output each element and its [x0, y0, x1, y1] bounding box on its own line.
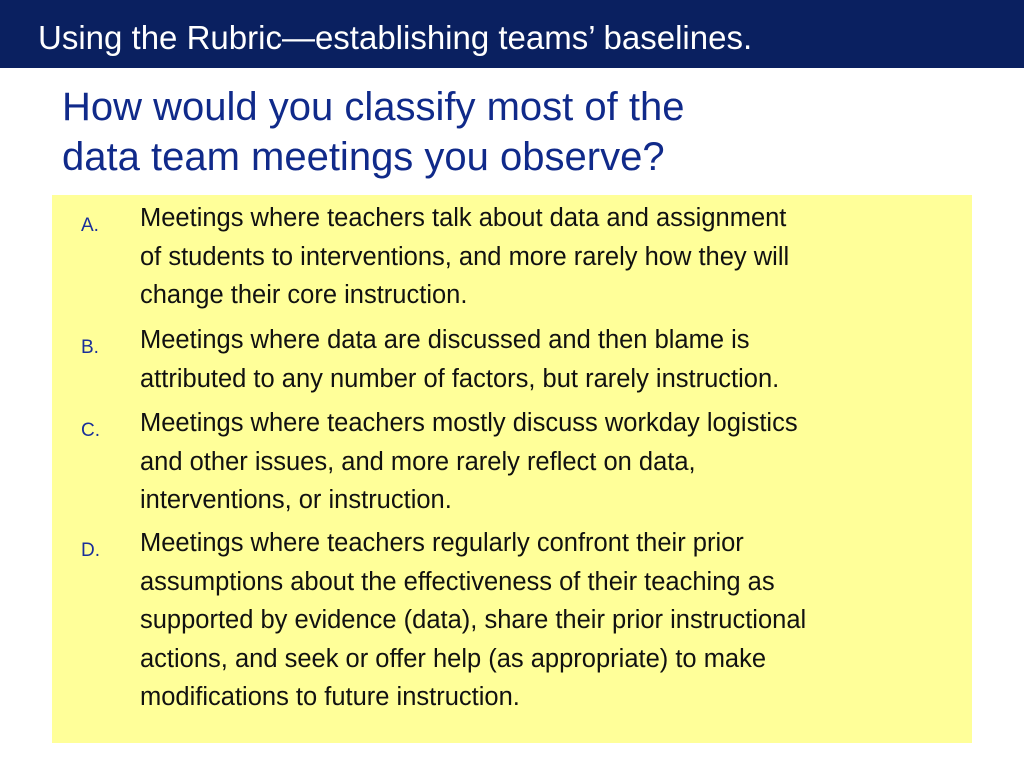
option-text [140, 199, 970, 315]
option-line: actions, and seek or offer help (as appropriate) to make [140, 644, 767, 673]
option-letter: D. [81, 540, 100, 561]
option-text [140, 404, 970, 520]
option-line: modifications to future instruction. [140, 683, 520, 711]
option-text [140, 321, 970, 398]
option-line: change their core instruction. [140, 281, 468, 309]
header-bar [0, 0, 1024, 68]
question-line: data team meetings you observe? [62, 135, 665, 179]
option-line: attributed to any number of factors, but rarely instruction. [140, 364, 780, 393]
answer-options-box [52, 195, 972, 743]
option-line: assumptions about the effectiveness of their teaching as [140, 567, 775, 596]
option-line: Meetings where teachers talk about data and assignment [140, 204, 787, 232]
option-letter: A. [81, 215, 99, 236]
option-letter: C. [81, 420, 100, 441]
option-line: Meetings where teachers regularly confront their prior [140, 529, 744, 557]
option-letter: B. [81, 337, 99, 358]
option-line: Meetings where data are discussed and then blame is [140, 326, 750, 354]
option-line: and other issues, and more rarely reflect on data, [140, 447, 696, 476]
option-line: of students to interventions, and more rarely how they will [140, 242, 790, 271]
option-line: supported by evidence (data), share their prior instructional [140, 606, 807, 634]
option-line: Meetings where teachers mostly discuss workday logistics [140, 409, 798, 437]
question-line: How would you classify most of the [62, 85, 685, 129]
question-heading [62, 82, 684, 182]
slide-header-title: Using the Rubric—establishing teams’ baselines. [38, 19, 753, 56]
option-text [140, 524, 970, 717]
option-line: interventions, or instruction. [140, 486, 452, 514]
